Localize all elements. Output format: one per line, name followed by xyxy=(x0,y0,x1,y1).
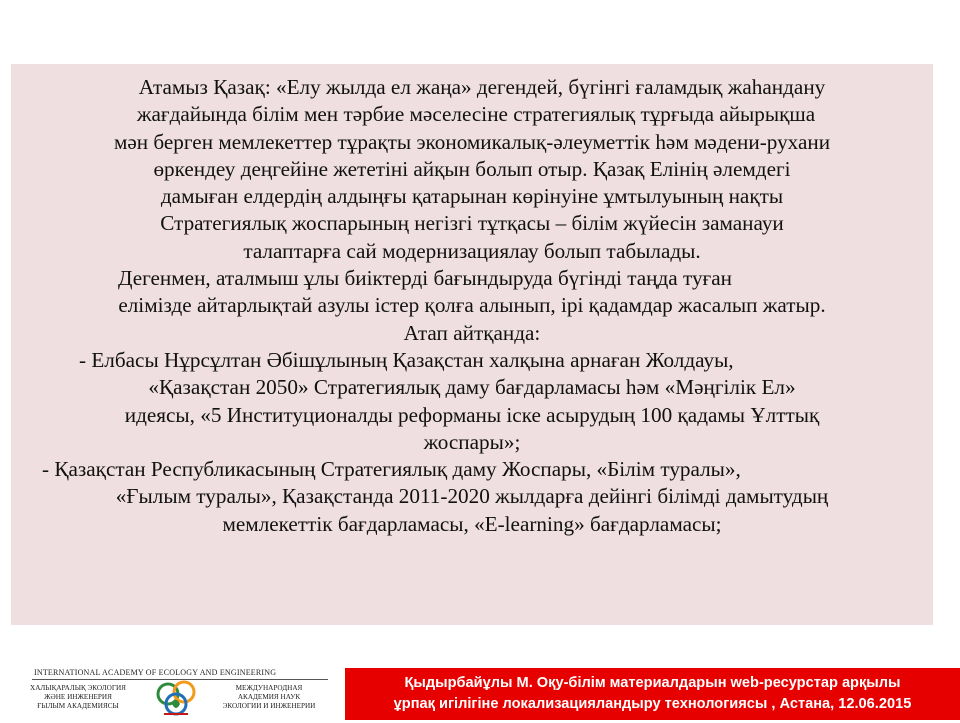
text-line: «Ғылым туралы», Қазақстанда 2011-2020 жылдарға дейінгі білімді дамытудың xyxy=(115,484,829,509)
text-line: жағдайында білім мен тәрбие мәселесіне стратегиялық тұрғыда айырықша xyxy=(136,102,816,127)
text-line: Атап айтқанда: xyxy=(403,320,541,345)
text-line: - Елбасы Нұрсұлтан Әбішұлының Қазақстан халқына арнаған Жолдауы, xyxy=(79,347,734,372)
text-line: - Қазақстан Республикасының Стратегиялық даму Жоспары, «Білім туралы», xyxy=(42,457,741,482)
academy-logo-icon xyxy=(154,680,204,718)
academy-name-kz: ХАЛЫҚАРАЛЫҚ ЭКОЛОГИЯ ЖӘНЕ ИНЖЕНЕРИЯ ҒЫЛЫМ АКАДЕМИЯСЫ xyxy=(30,684,126,710)
citation-banner xyxy=(345,668,960,720)
text-line: талаптарға сай модернизациялау болып табылады. xyxy=(243,238,701,263)
academy-name-en: INTERNATIONAL ACADEMY OF ECOLOGY AND ENGINEERING xyxy=(34,668,277,677)
slide-text-box xyxy=(11,64,933,625)
citation-line: ұрпақ игілігіне локализацияландыру технологиясы , Астана, 12.06.2015 xyxy=(393,696,912,712)
text-line: Дегенмен, аталмыш ұлы биіктерді бағындыруда бүгінді таңда туған xyxy=(118,266,732,291)
text-line: «Қазақстан 2050» Стратегиялық даму бағдарламасы һәм «Мәңгілік Ел» xyxy=(148,375,796,400)
text-line: дамыған елдердің алдыңғы қатарынан көрінуіне ұмтылуының нақты xyxy=(160,184,784,209)
text-line: мән берген мемлекеттер тұрақты экономикалық-әлеуметтік һәм мәдени-рухани xyxy=(113,129,831,154)
text-line: Стратегиялық жоспарының негізгі тұтқасы – білім жүйесін заманауи xyxy=(160,211,784,236)
academy-footer xyxy=(0,662,340,720)
text-line: Атамыз Қазақ: «Елу жылда ел жаңа» дегендей, бүгінгі ғаламдық жаһандану xyxy=(138,75,826,99)
text-line: өркендеу деңгейіне жететіні айқын болып отыр. Қазақ Елінің әлемдегі xyxy=(153,156,791,181)
text-line: елімізде айтарлықтай азулы істер қолға алынып, ірі қадамдар жасалып жатыр. xyxy=(118,293,826,318)
text-line: идеясы, «5 Институционалды реформаны іске асырудың 100 қадамы Ұлттық xyxy=(124,402,820,427)
citation-line: Қыдырбайұлы М. Оқу-білім материалдарын web-ресурстар арқылы xyxy=(404,675,901,691)
academy-name-ru: МЕЖДУНАРОДНАЯ АКАДЕМИЯ НАУК ЭКОЛОГИИ И ИНЖЕНЕРИИ xyxy=(222,684,316,710)
text-line: мемлекеттік бағдарламасы, «E-learning» бағдарламасы; xyxy=(222,511,722,536)
text-line: жоспары»; xyxy=(423,429,521,454)
